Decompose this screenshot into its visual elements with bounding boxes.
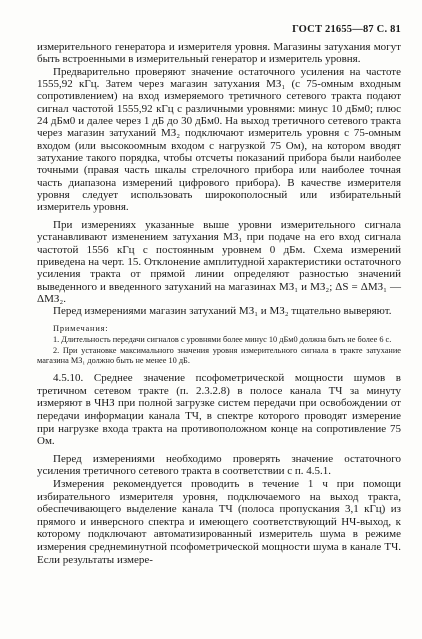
paragraph-section-4-5-10: 4.5.10. Среднее значение псофометрической мощности шумов в третичном сетевом тракте (п. 2.3.2.8) в полосе канала ТЧ за минуту измеряют в ЧНЗ при полной загрузке систем передачи при освобождении от передачи информации канала ТЧ, в спектре которого проводят измерение при нагрузке входа тракта на противоположном конце на сопротивление 75 Ом.	[37, 372, 401, 448]
paragraph-residual-gain-check: Предварительно проверяют значение остаточного усиления на частоте 1555,92 кГц. Затем через магазин затухания МЗ₁ (с 75-омным входным сопротивлением) на вход измеряемого третичного сетевого тракта подают сигнал частотой 1555,92 кГц с различными уровнями: минус 10 дБм0; плюс 24 дБм0 и далее через 1 дБ до 30 дБм0. На выход третичного сетевого тракта через магазин затуханий МЗ₂ подключают измеритель уровня с 75-омным входом (или высокоомным входом с нагрузкой 75 Ом), на котором вводят затухание такого порядка, чтобы отсчеты показаний прибора были наиболее точными (правая часть шкалы стрелочного прибора или наиболее точная часть диапазона измерений цифрового прибора). В качестве измерителя уровня следует использовать широкополосный или избирательный измеритель уровня.	[37, 65, 401, 214]
paragraph-continuation: измерительного генератора и измерителя уровня. Магазины затухания могут быть встроенными в измерительный генератор и измеритель уровня.	[37, 41, 401, 66]
paragraph-pre-measurement: Перед измерениями необходимо проверять значение остаточного усиления третичного сетевого тракта в соответствии с п. 4.5.1.	[37, 452, 401, 478]
paragraph-measurement-procedure: При измерениях указанные выше уровни измерительного сигнала устанавливают изменением затухания МЗ₁ при подаче на его вход сигнала частотой 1556 кГц с постоянным уровнем 0 дБм. Схема измерений приведена на черт. 15. Отклонение амплитудной характеристики остаточного усиления тракта от прямой линии определяют разностью значений выведенного и введенного затуханий на магазинах МЗ₁ и МЗ₂; ΔS = ΔМЗ₁ — ΔМЗ₂.	[37, 218, 401, 305]
notes-block	[37, 323, 401, 367]
paragraph-calibration: Перед измерениями магазин затуханий МЗ₁ и МЗ₂ тщательно выверяют.	[53, 305, 392, 318]
running-head: ГОСТ 21655—87 С. 81	[292, 24, 401, 35]
page-body	[37, 41, 401, 566]
note-1: 1. Длительность передачи сигналов с уровнями более минус 10 дБм0 должна быть не более 6 с.	[53, 334, 392, 344]
paragraph-measurement-recommendation: Измерения рекомендуется проводить в течение 1 ч при помощи избирательного измерителя уровня, подключаемого на выход тракта, обеспечивающего выделение канала ТЧ (полоса пропускания 3,1 кГц) из прямого и инверсного спектра и имеющего соответствующий НЧ-выход, к которому подключают автоматизированный измеритель шума в режиме измерения среднеминутной псофометрической мощности шума в канале ТЧ. Если результаты измере-	[37, 478, 401, 566]
note-2: 2. При установке максимального значения уровня измерительного сигнала в тракте затухание магазина МЗ₁ должно быть не менее 10 дБ.	[37, 346, 401, 366]
notes-title: Примечания:	[53, 323, 109, 333]
